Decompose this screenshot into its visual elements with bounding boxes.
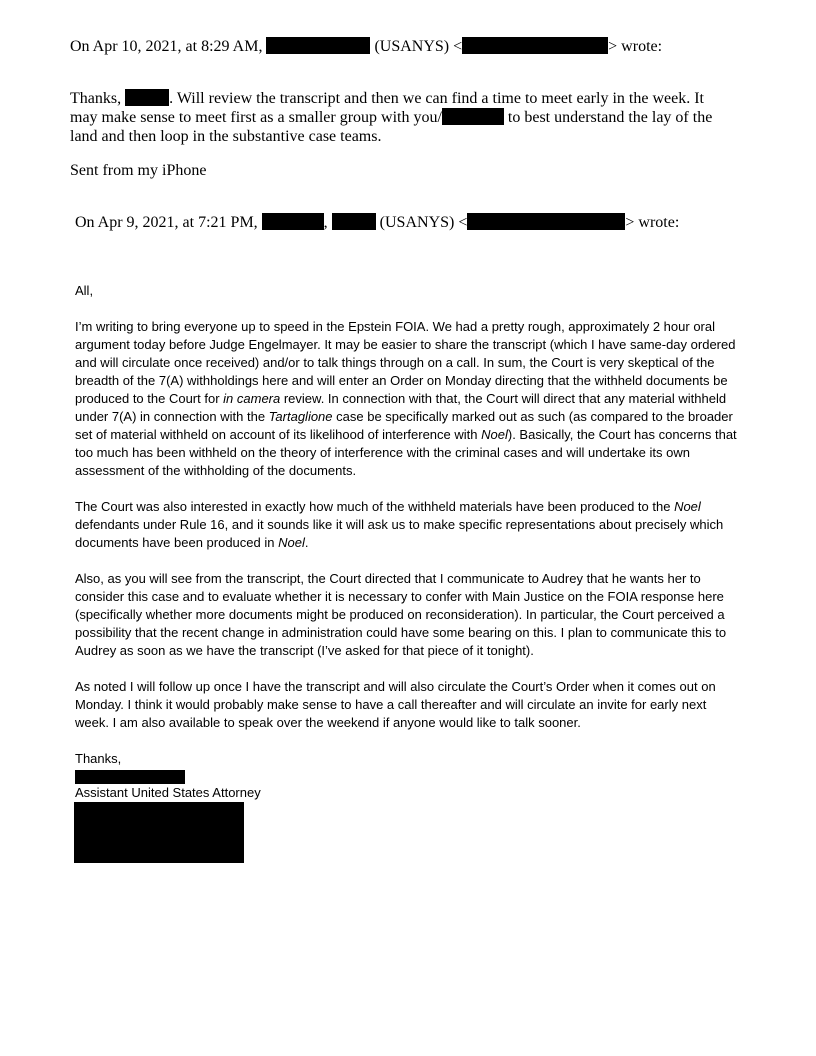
redaction xyxy=(75,770,185,784)
italic-text: Noel xyxy=(278,535,305,550)
signer-title: Assistant United States Attorney xyxy=(75,785,261,800)
text: . xyxy=(304,535,309,550)
redaction xyxy=(442,108,504,125)
italic-text: Noel xyxy=(481,427,508,442)
redaction xyxy=(125,89,169,106)
text: review. In connection with that, the Court will direct that any material withheld under 7(A) in connection with the xyxy=(75,391,727,424)
redaction xyxy=(74,802,244,863)
text: case be specifically marked out as such (as compared to the broader set of material withheld on account of its likelihood of interference with xyxy=(75,409,733,442)
closing: Thanks, xyxy=(75,751,122,766)
header-org: (USANYS) < xyxy=(379,214,468,231)
header-org: (USANYS) < xyxy=(374,38,463,55)
header-wrote: > wrote: xyxy=(625,214,680,231)
redaction xyxy=(262,213,324,230)
paragraph: Also, as you will see from the transcript, the Court directed that I communicate to Audrey that he wants her to consider this case and to evaluate whether it is necessary to confer with Main Justice on the FOIA response here (specifically whether more documents might be produced on reconsideration). In particular, the Court perceived a possibility that the recent change in administration could have some bearing on this. I plan to communicate this to Audrey as soon as we have the transcript (I’ve asked for that piece of it tonight). xyxy=(75,571,727,658)
redaction xyxy=(462,37,608,54)
italic-text: Tartaglione xyxy=(268,409,333,424)
italic-text: Noel xyxy=(674,499,701,514)
greeting: All, xyxy=(75,283,94,298)
reply-line xyxy=(70,89,750,108)
redaction xyxy=(332,213,376,230)
forward-header-1 xyxy=(70,37,662,56)
paragraph xyxy=(75,498,743,552)
reply-line: land and then loop in the substantive case teams. xyxy=(70,128,382,145)
italic-text: in camera xyxy=(223,391,281,406)
text: The Court was also interested in exactly how much of the withheld materials have been produced to the xyxy=(75,499,675,514)
forward-header-2 xyxy=(75,213,679,232)
header-date: On Apr 10, 2021, at 8:29 AM, xyxy=(70,38,263,55)
paragraph: As noted I will follow up once I have the transcript and will also circulate the Court’s Order when it comes out on Monday. I think it would probably make sense to have a call thereafter and will circulate an invite for early next week. I am also available to speak over the weekend if anyone would like to talk sooner. xyxy=(75,679,716,730)
redaction xyxy=(467,213,625,230)
text: I’m writing to bring everyone up to speed in the Epstein FOIA. We had a pretty rough, approximately 2 hour oral argument today before Judge Engelmayer. It may be easier to share the transcript (which I have same-day ordered and will circulate once received) and/or to talk things through on a call. In sum, the Court is very skeptical of the breadth of the 7(A) withholdings here and will enter an Order on Monday directing that the withheld documents be produced to the Court for xyxy=(75,319,736,406)
email-body xyxy=(75,282,743,863)
reply-text: . Will review the transcript and then we can find a time to meet early in the week. It xyxy=(169,90,704,107)
reply-text: may make sense to meet first as a smaller group with you/ xyxy=(70,109,442,126)
reply-body xyxy=(70,89,750,146)
reply-text: to best understand the lay of the xyxy=(503,109,713,126)
reply-text: Thanks, xyxy=(70,90,122,107)
header-wrote: > wrote: xyxy=(608,38,663,55)
header-date: On Apr 9, 2021, at 7:21 PM, xyxy=(75,214,258,231)
sent-from-signature: Sent from my iPhone xyxy=(70,162,207,179)
text: ). Basically, the Court has concerns that too much has been withheld on the theory of interference with the criminal cases and will undertake its own assessment of the withholding of the documents. xyxy=(75,427,737,478)
header-comma: , xyxy=(323,214,328,231)
paragraph xyxy=(75,318,743,480)
redaction xyxy=(266,37,370,54)
reply-line xyxy=(70,108,750,127)
text: defendants under Rule 16, and it sounds like it will ask us to make specific representations about precisely which documents have been produced in xyxy=(75,517,724,550)
